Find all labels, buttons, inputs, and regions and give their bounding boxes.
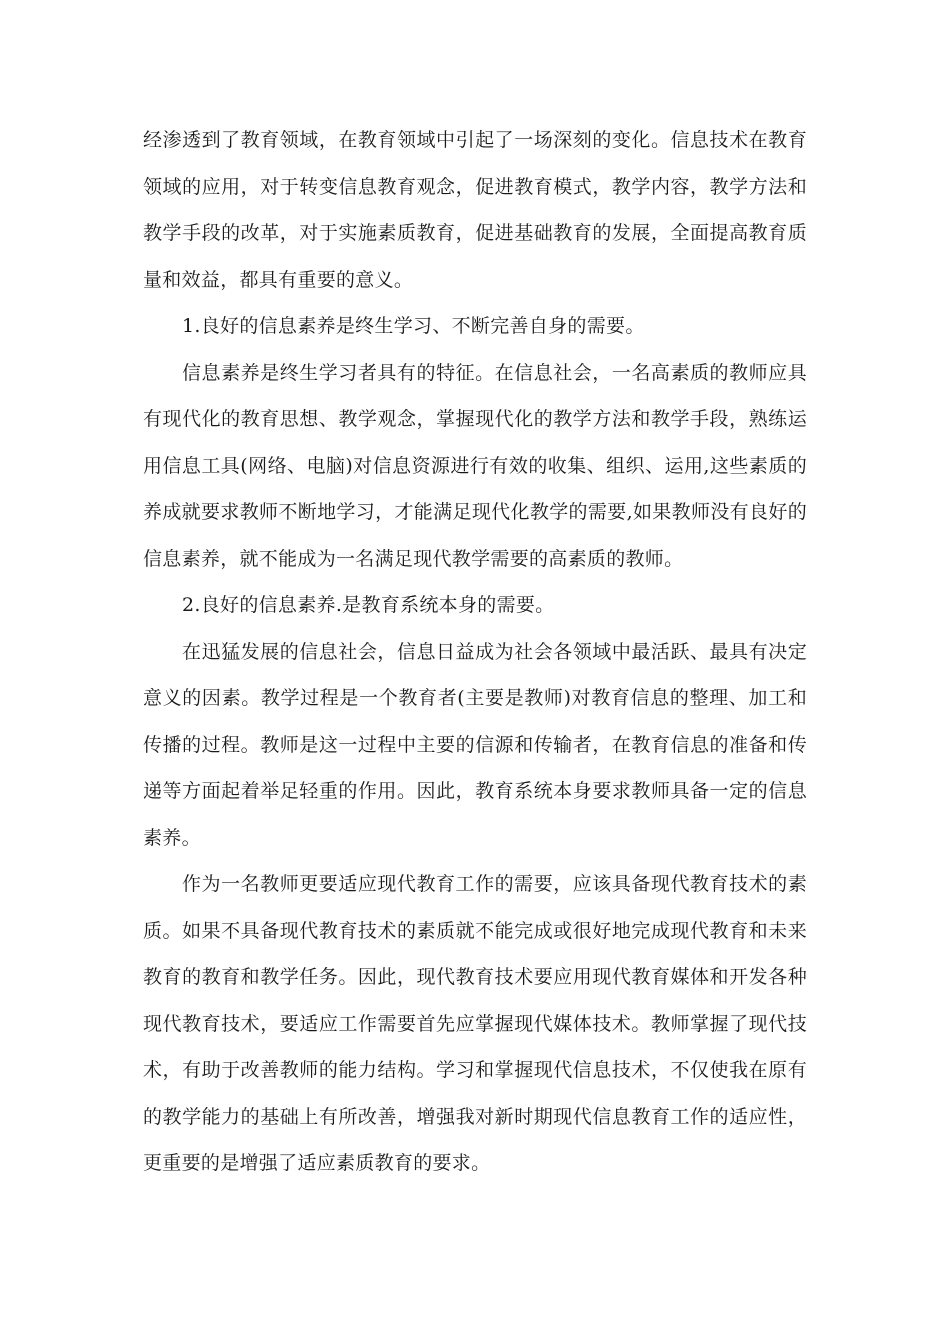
paragraph-intro-continuation: 经渗透到了教育领域，在教育领域中引起了一场深刻的变化。信息技术在教育领域的应用，对于转变信息教育观念，促进教育模式，教学内容，教学方法和教学手段的改革，对于实施素质教育，促进基础教育的发展，全面提高教育质量和效益，都具有重要的意义。 <box>143 129 807 291</box>
paragraph-conclusion: 作为一名教师更要适应现代教育工作的需要，应该具备现代教育技术的素质。如果不具备现代教育技术的素质就不能完成或很好地完成现代教育和未来教育的教育和教学任务。因此，现代教育技术要应用现代教育媒体和开发各种现代教育技术，要适应工作需要首先应掌握现代媒体技术。教师掌握了现代技术，有助于改善教师的能力结构。学习和掌握现代信息技术，不仅使我在原有的教学能力的基础上有所改善，增强我对新时期现代信息教育工作的适应性，更重要的是增强了适应素质教育的要求。 <box>143 873 807 1174</box>
document-page <box>143 117 807 1187</box>
heading-point-2: 2.良好的信息素养.是教育系统本身的需要。 <box>182 594 555 616</box>
heading-point-1: 1.良好的信息素养是终生学习、不断完善自身的需要。 <box>182 315 645 337</box>
paragraph-point-2-body: 在迅猛发展的信息社会，信息日益成为社会各领域中最活跃、最具有决定意义的因素。教学过程是一个教育者(主要是教师)对教育信息的整理、加工和传播的过程。教师是这一过程中主要的信源和传输者，在教育信息的准备和传递等方面起着举足轻重的作用。因此，教育系统本身要求教师具备一定的信息素养。 <box>143 640 807 849</box>
paragraph-point-1-body: 信息素养是终生学习者具有的特征。在信息社会，一名高素质的教师应具有现代化的教育思想、教学观念，掌握现代化的教学方法和教学手段，熟练运用信息工具(网络、电脑)对信息资源进行有效的收集、组织、运用,这些素质的养成就要求教师不断地学习，才能满足现代化教学的需要,如果教师没有良好的信息素养，就不能成为一名满足现代教学需要的高素质的教师。 <box>143 361 807 570</box>
